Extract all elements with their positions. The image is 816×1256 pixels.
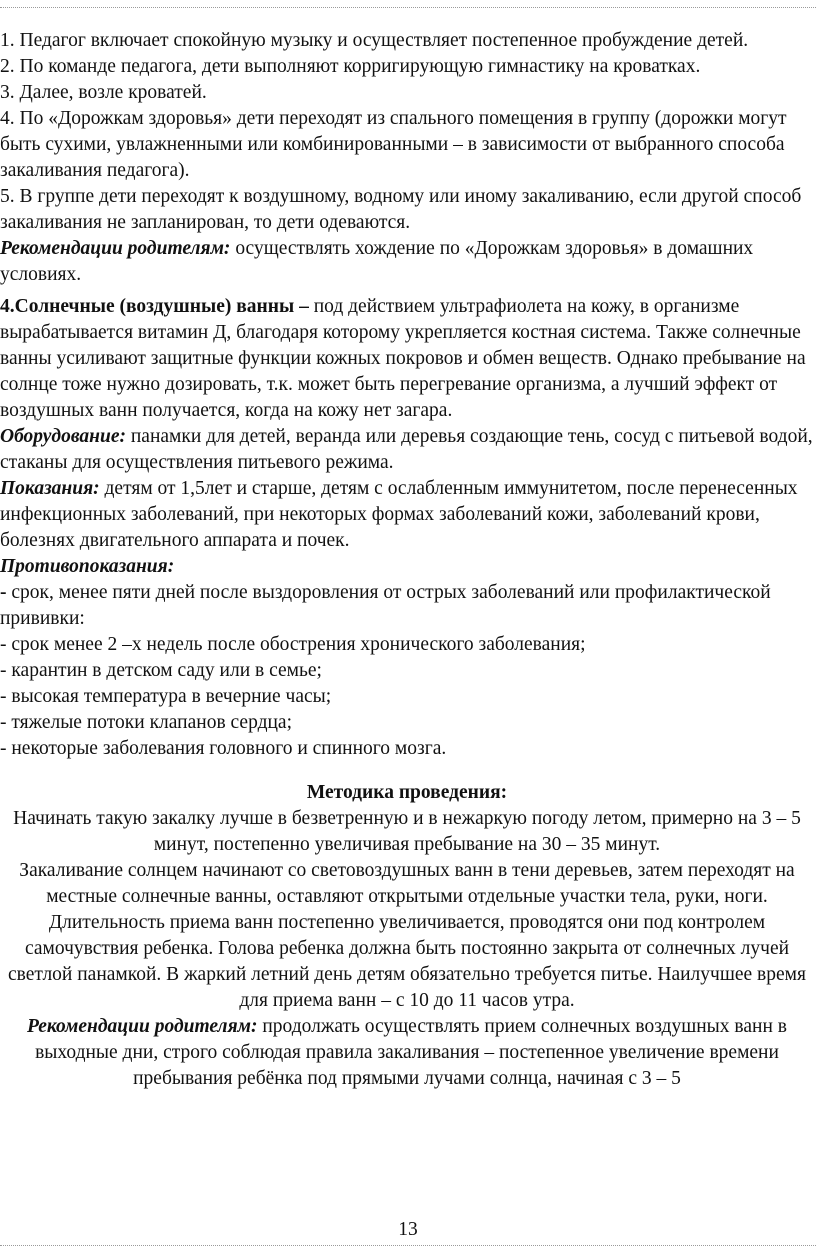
- list-item: 2. По команде педагога, дети выполняют корригирующую гимнастику на кроватках.: [0, 56, 701, 77]
- top-dotted-rule: [0, 7, 816, 8]
- list-item: 5. В группе дети переходят к воздушному, водному или иному закаливанию, если другой способ закаливания не запланирован, то дети одеваются.: [0, 186, 802, 233]
- list-item: 4. По «Дорожкам здоровья» дети переходят из спального помещения в группу (дорожки могут быть сухими, увлажненными или комбинированными – в зависимости от выбранного способа закаливания педагога).: [0, 108, 787, 181]
- bottom-dotted-rule: [0, 1245, 816, 1246]
- recommendation-label: Рекомендации родителям:: [0, 238, 231, 259]
- recommendation-text: осуществлять хождение по «Дорожкам здоровья» в домашних условиях.: [0, 238, 754, 285]
- equipment-paragraph: [0, 424, 814, 476]
- page-content: [0, 28, 814, 1092]
- list-item: 3. Далее, возле кроватей.: [0, 82, 207, 103]
- method-paragraph-2: Закаливание солнцем начинают со световоздушных ванн в тени деревьев, затем переходят на местные солнечные ванны, оставляют открытыми отдельные участки тела, руки, ноги. Длительность приема ванн постепенно увеличивается, проводятся они под контролем самочувствия ребенка. Голова ребенка должна быть постоянно закрыта от солнечных лучей светлой панамкой. В жаркий летний день детям обязательно требуется питье. Наилучшее время для приема ванн – с 10 до 11 часов утра.: [8, 860, 806, 1011]
- indications-text: детям от 1,5лет и старше, детям с ослабленным иммунитетом, после перенесенных инфекционных заболеваний, при некоторых формах заболеваний кожи, заболеваний крови, болезнях двигательного аппарата и почек.: [0, 478, 798, 551]
- contraindication-item: - карантин в детском саду или в семье;: [0, 660, 322, 681]
- equipment-label: Оборудование:: [0, 426, 126, 447]
- section-text: под действием ультрафиолета на кожу, в организме вырабатывается витамин Д, благодаря которому укрепляется костная система. Также солнечные ванны усиливают защитные функции кожных покровов и обмен веществ. Однако пребывание на солнце тоже нужно дозировать, т.к. может быть перегревание организма, а лучший эффект от воздушных ванн получается, когда на кожу нет загара.: [0, 296, 806, 421]
- page-number: 13: [398, 1219, 418, 1240]
- parents-recommendation-2: [0, 1014, 814, 1092]
- list-item: 1. Педагог включает спокойную музыку и осуществляет постепенное пробуждение детей.: [0, 30, 749, 51]
- section-heading: 4.Солнечные (воздушные) ванны –: [0, 296, 309, 317]
- indications-paragraph: [0, 476, 814, 554]
- contraindications-label: Противопоказания:: [0, 556, 175, 577]
- section-sun-baths: [0, 294, 814, 424]
- contraindication-item: - срок менее 2 –х недель после обострения хронического заболевания;: [0, 634, 586, 655]
- contraindication-item: - некоторые заболевания головного и спинного мозга.: [0, 738, 447, 759]
- contraindication-item: - высокая температура в вечерние часы;: [0, 686, 332, 707]
- recommendation-text: продолжать осуществлять прием солнечных воздушных ванн в выходные дни, строго соблюдая правила закаливания – постепенное увеличение времени пребывания ребёнка под прямыми лучами солнца, начиная с 3 – 5: [35, 1016, 787, 1089]
- method-title: Методика проведения:: [306, 782, 508, 803]
- parents-recommendation-1: [0, 236, 814, 288]
- dash-marker: -: [0, 582, 7, 603]
- method-paragraph-1: Начинать такую закалку лучше в безветренную и в нежаркую погоду летом, примерно на 3 – 5 минут, постепенно увеличивая пребывание на 30 – 35 минут.: [13, 808, 801, 855]
- contraindication-item: [0, 580, 814, 632]
- recommendation-label: Рекомендации родителям:: [27, 1016, 258, 1037]
- contraindication-text: срок, менее пяти дней после выздоровления от острых заболеваний или профилактической прививки:: [0, 582, 771, 629]
- contraindication-item: - тяжелые потоки клапанов сердца;: [0, 712, 292, 733]
- equipment-text: панамки для детей, веранда или деревья создающие тень, сосуд с питьевой водой, стаканы для осуществления питьевого режима.: [0, 426, 813, 473]
- indications-label: Показания:: [0, 478, 100, 499]
